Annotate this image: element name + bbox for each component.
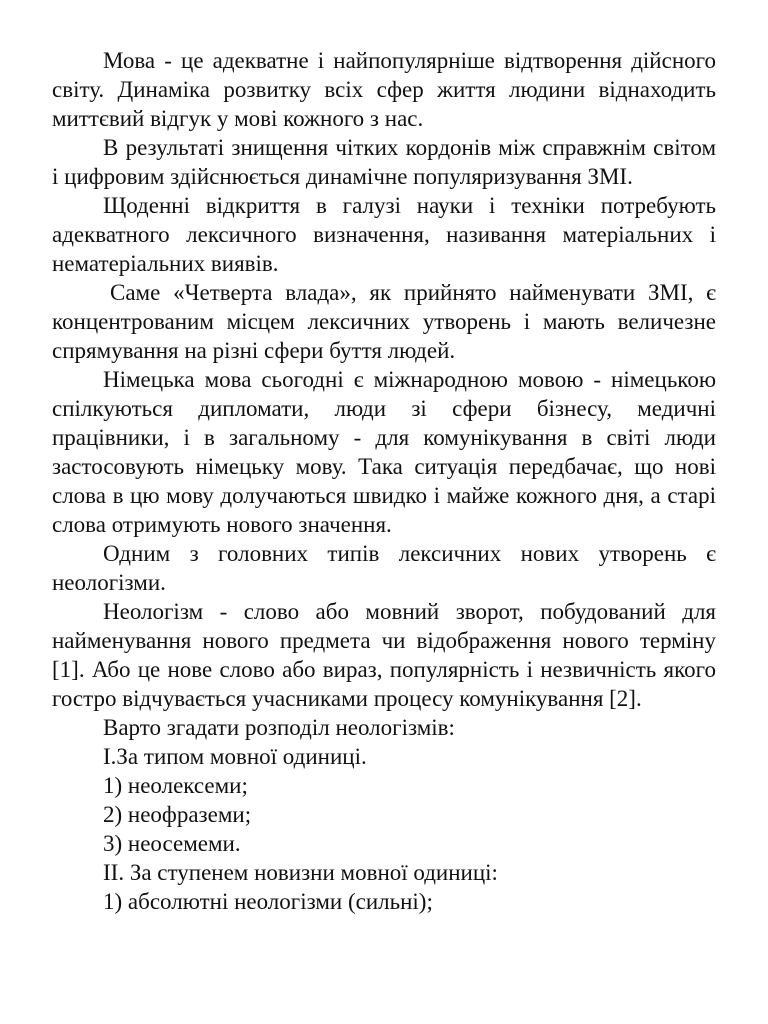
list-item: 3) неосемеми. bbox=[103, 831, 241, 856]
list-item: 2) неофраземи; bbox=[103, 802, 252, 827]
neologism-classification-list bbox=[52, 713, 716, 916]
paragraph-neologism-definition: Неологізм - слово або мовний зворот, побудований для найменування нового предмета чи відображення нового терміну [1]. Або це нове слово або вираз, популярність і незвичність якого гостро відчувається учасниками процесу комунікування [2]. bbox=[52, 599, 716, 711]
list-intro: Варто згадати розподіл неологізмів: bbox=[103, 715, 455, 740]
list-item: 1) абсолютні неологізми (сильні); bbox=[103, 889, 433, 914]
paragraph-digital-media: В результаті знищення чітких кордонів між справжнім світом і цифровим здійснюється динамічне популяризування ЗМІ. bbox=[52, 135, 716, 189]
list-heading-type: I.За типом мовної одиниці. bbox=[103, 744, 367, 769]
document-page bbox=[52, 46, 716, 916]
paragraph-fourth-estate: Саме «Четверта влада», як прийнято найменувати ЗМІ, є концентрованим місцем лексичних утворень і мають величезне спрямування на різні сфери буття людей. bbox=[52, 280, 716, 363]
paragraph-language-reflection: Мова - це адекватне і найпопулярніше відтворення дійсного світу. Динаміка розвитку всіх сфер життя людини віднаходить миттєвий відгук у мові кожного з нас. bbox=[52, 48, 716, 131]
paragraph-neologisms-main-type: Одним з головних типів лексичних нових утворень є неологізми. bbox=[52, 541, 716, 595]
paragraph-german-language: Німецька мова сьогодні є міжнародною мовою - німецькою спілкуються дипломати, люди зі сфери бізнесу, медичні працівники, і в загальному - для комунікування в світі люди застосовують німецьку мову. Така ситуація передбачає, що нові слова в цю мову долучаються швидко і майже кожного дня, а старі слова отримують нового значення. bbox=[52, 367, 716, 537]
list-item: 1) неолексеми; bbox=[103, 773, 248, 798]
list-heading-novelty: II. За ступенем новизни мовної одиниці: bbox=[103, 860, 498, 885]
paragraph-science-discoveries: Щоденні відкриття в галузі науки і техніки потребують адекватного лексичного визначення, називання матеріальних і нематеріальних виявів. bbox=[52, 193, 716, 276]
